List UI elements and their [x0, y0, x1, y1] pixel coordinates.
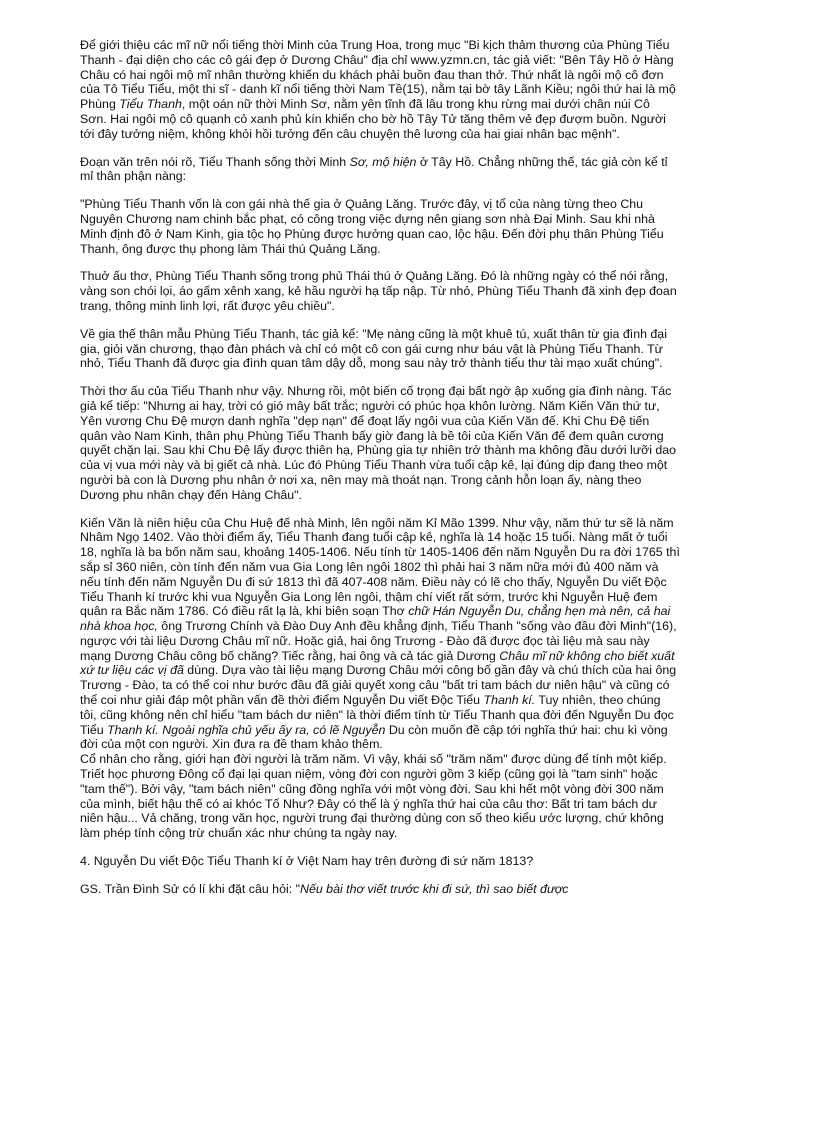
text-run: Thuở ấu thơ, Phùng Tiểu Thanh sống trong phủ Thái thú ở Quảng Lăng. Đó là những ngày có thể nói rằng, vàng son chói lọi, áo gấm xênh xang, kẻ hầu người hạ tấp nập. Từ nhỏ, Phùng Tiểu Thanh đã xinh đẹp đoan trang, thông minh linh lợi, rất được yêu chiều". — [80, 269, 677, 313]
section-heading — [80, 854, 680, 869]
italic-text: Tiểu Thanh — [119, 97, 182, 112]
paragraph — [80, 269, 680, 313]
italic-text: Sơ, mộ hiện — [349, 154, 417, 169]
text-run: Kiến Văn là niên hiệu của Chu Huệ đế nhà Minh, lên ngôi năm Kỉ Mão 1399. Như vậy, năm thứ tư sẽ là năm Nhâm Ngọ 1402. Vào thời điểm ấy, Tiểu Thanh đang tuổi cập kê, nghĩa là 14 hoặc 15 tuổi. Nàng mất ở tuổi 18, nghĩa là ba bốn năm sau, khoảng 1405-1406. Nếu tính từ 1405-1406 đến năm Nguyễn Du ra đời 1765 thì sắp sỉ 360 niên, còn tính đến năm vua Gia Long lên ngôi 1802 thì phải hai 3 năm nữa mới đủ 400 năm và nếu tính đến năm Nguyễn Du đi sứ 1813 thì đã 407-408 năm. Điều này có lẽ cho thấy, Nguyễn Du viết Độc Tiểu Thanh kí trước khi vua Nguyễn Gia Long lên ngôi, thậm chí viết rất sớm, trước khi Nguyễn Huệ đem quân ra Bắc năm 1786. Có điều rất lạ là, khi biên soạn Thơ — [80, 515, 680, 619]
italic-text: chữ Hán Nguyễn Du, chẳng hẹn mà nên, cả hai nhà khoa học, — [80, 604, 671, 634]
italic-text: Châu mĩ nữ không cho biết xuất xứ tư liệu các vị đã — [80, 648, 675, 678]
text-run: Cổ nhân cho rằng, giới hạn đời người là trăm năm. Vì vậy, khái số "trăm năm" được dùng để tính một kiếp. Triết học phương Đông cổ đại lại quan niệm, vòng đời con người gồm 3 kiếp (cũng gọi là "tam sinh" hoặc "tam thế"). Bởi vậy, "tam bách niên" cũng đồng nghĩa với một vòng đời. Sau khi hết một vòng đời 300 năm của mình, biết hậu thế có ai khóc Tố Như? Đây có thể là ý nghĩa thứ hai của câu thơ: Bất tri tam bách dư niên hậu... Vả chăng, trong văn học, người trung đại thường dùng con số theo kiểu ước lượng, chứ không làm phép tính cộng trừ chuẩn xác như chúng ta ngày nay. — [80, 752, 667, 841]
text-run: ông Trương Chính và Đào Duy Anh đều khẳng định, Tiểu Thanh "sống vào đầu đời Minh"(16), ngược với tài liệu Dương Châu mĩ nữ. Hoặc giả, hai ông Trương - Đào đã được đọc tài liệu mà sau này mạng Dương Châu công bố chăng? Tiếc rằng, hai ông và cả tác giả Dương — [80, 619, 677, 663]
text-run: Tuy nhiên, theo chúng tôi, cũng không nên chỉ hiểu "tam bách dư niên" là thời điểm tính từ Tiểu Thanh qua đời đến Nguyễn Du đọc Tiểu — [80, 693, 674, 737]
text-run: GS. Trần Đình Sử có lí khi đặt câu hỏi: " — [80, 881, 300, 896]
italic-text: Thanh kí. Ngoài nghĩa chủ yếu ấy ra, có lẽ Nguyễn — [107, 722, 386, 737]
document-body — [80, 38, 680, 910]
text-run: Đoạn văn trên nói rõ, Tiểu Thanh sống thời Minh — [80, 154, 350, 169]
text-run: , một oán nữ thời Minh Sơ, nằm yên tĩnh đã lâu trong khu rừng mai dưới chân núi Cô Sơn. Hai ngôi mộ cô quạnh cỏ xanh phủ kín khiến cho bờ hồ Tây Tử tăng thêm vẻ đẹp đượm buồn. Người tới đây tưởng niệm, không khỏi hồi tưởng đến câu chuyện thê lương của hai giai nhân bạc mệnh". — [80, 97, 666, 141]
paragraph — [80, 882, 680, 897]
text-run: Về gia thế thân mẫu Phùng Tiểu Thanh, tác giả kể: "Mẹ nàng cũng là một khuê tú, xuất thân từ gia đình đại gia, giỏi văn chương, thạo đàn phách và chỉ có một cô con gái cưng như báu vật là Phùng Tiểu Thanh. Từ nhỏ, Tiểu Thanh đã được gia đình quan tâm dậy dỗ, mong sau này trở thành tiểu thư tài mạo xuất chúng". — [80, 326, 667, 371]
italic-text: Nếu bài thơ viết trước khi đi sứ, thì sao biết được — [300, 881, 569, 896]
paragraph — [80, 384, 680, 502]
text-run: Du còn muốn đề cập tới nghĩa thứ hai: chu kì vòng đời của một con người. Xin đưa ra đề tham khảo thêm. — [80, 722, 668, 752]
text-run: ở Tây Hồ. Chẳng những thế, tác giả còn kể tỉ mỉ thân phận nàng: — [80, 154, 668, 184]
text-run: Để giới thiệu các mĩ nữ nổi tiếng thời Minh của Trung Hoa, trong mục "Bi kịch thảm thương của Phùng Tiểu Thanh - đại diện cho các cô gái đẹp ở Dương Châu" địa chỉ www.yzmn.cn, tác giả viết: "Bên Tây Hồ ở Hàng Châu có hai ngôi mộ mĩ nhân thường khiến du khách phải buồn đau than thở. Thứ nhất là ngôi mộ cô đơn của Tô Tiểu Tiểu, một thi sĩ - danh kĩ nổi tiếng thời Nam Tề(15), nằm tại bờ tây Lãnh Kiều; ngôi thứ hai là mộ Phùng — [80, 38, 676, 112]
text-run: "Phùng Tiểu Thanh vốn là con gái nhà thế gia ở Quảng Lăng. Trước đây, vị tổ của nàng từng theo Chu Nguyên Chương nam chinh bắc phạt, có công trong việc dựng nên giang sơn nhà Đại Minh. Sau khi nhà Minh định đô ở Nam Kinh, gia tộc họ Phùng được hưởng quan cao, lộc hậu. Đến đời phụ thân Phùng Tiểu Thanh, ông được thụ phong làm Thái thú Quảng Lăng. — [80, 197, 664, 256]
paragraph — [80, 516, 680, 753]
italic-text: Thanh kí. — [483, 693, 536, 708]
text-run: 4. Nguyễn Du viết Độc Tiểu Thanh kí ở Việt Nam hay trên đường đi sứ năm 1813? — [80, 854, 534, 869]
paragraph — [80, 752, 680, 841]
text-run: dùng. Dựa vào tài liệu mạng Dương Châu mới công bố gần đây và chú thích của hai ông Trương - Đào, ta có thể coi như bước đầu đã giải quyết xong câu "bất tri tam bách dư niên hậu" và cũng có thể coi như giải đáp một phần vấn đề thời điểm Nguyễn Du viết Độc Tiểu — [80, 663, 677, 708]
paragraph — [80, 38, 680, 142]
paragraph — [80, 197, 680, 256]
paragraph — [80, 327, 680, 371]
paragraph — [80, 155, 680, 185]
text-run: Thời thơ ấu của Tiểu Thanh như vậy. Nhưng rồi, một biến cố trọng đại bất ngờ ập xuống gia đình nàng. Tác giả kể tiếp: "Nhưng ai hay, trời có gió mây bất trắc; người có phúc họa khôn lường. Năm Kiến Văn thứ tư, Yên vương Chu Đệ mượn danh nghĩa "dẹp nạn" để đoạt lấy ngôi vua của Kiến Văn đế. Khi Chu Đệ tiến quân vào Nam Kinh, thân phụ Phùng Tiểu Thanh bấy giờ đang là bề tôi của Kiến Văn đế đem quân cương quyết chặn lại. Sau khi Chu Đệ lấy được thiên hạ, Phùng gia tự nhiên trở thành ma không đầu dưới lưỡi dao của vị vua mới này và bị giết cả nhà. Lúc đó Phùng Tiểu Thanh vừa tuổi cập kê, lại đúng dịp đang theo một người bà con là Dương phu nhân ở nơi xa, nên may mà thoát nạn. Trong cảnh hỗn loạn ấy, nàng theo Dương phu nhân chạy đến Hàng Châu". — [80, 384, 677, 502]
